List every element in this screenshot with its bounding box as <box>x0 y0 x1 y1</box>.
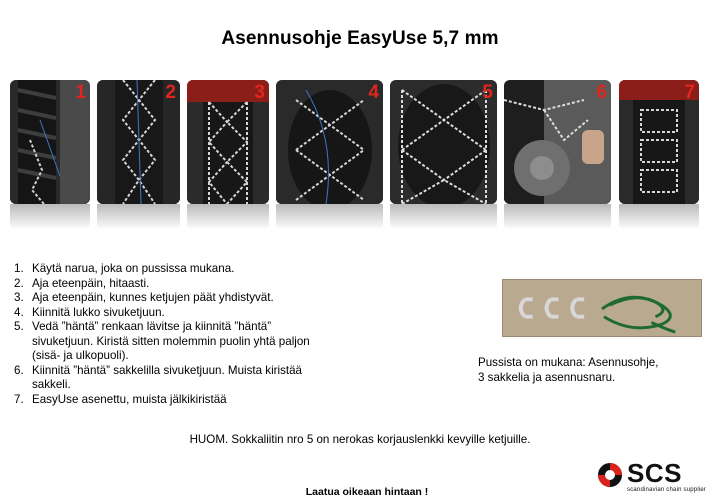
note-text: HUOM. Sokkaliitin nro 5 on nerokas korjauslenkki kevyille ketjuille. <box>189 433 531 446</box>
list-item: 3. Aja eteenpäin, kunnes ketjujen päät yhdistyvät. <box>14 291 274 304</box>
list-item: 7. EasyUse asenettu, muista jälkikiristää <box>14 392 227 406</box>
installation-photo-5 <box>390 80 497 204</box>
step-number-label: 7 <box>684 82 695 103</box>
kit-contents-photo <box>502 279 702 337</box>
photo-reflection <box>187 204 269 230</box>
list-item: 6. Kiinnitä ”häntä” sakkelilla sivuketjuun. Muista kiristää sakkeli. <box>14 363 302 391</box>
installation-photo-7 <box>619 80 699 204</box>
list-item: 5. Vedä ”häntä” renkaan lävitse ja kiinnitä ”häntä” sivuketjuun. Kiristä sitten molemmin puolin yhtä paljon (sisä- ja ulkopuoli). <box>14 320 310 362</box>
list-item: 2. Aja eteenpäin, hitaasti. <box>14 276 150 290</box>
shackles-and-rope-illustration <box>503 280 701 336</box>
step-number-label: 5 <box>482 82 493 103</box>
installation-photo-2 <box>97 80 180 204</box>
footer-slogan: Laatua oikeaan hintaan ! <box>305 486 429 498</box>
installation-photo-4 <box>276 80 383 204</box>
kit-contents-caption: Pussista on mukana: Asennusohje, 3 sakkelia ja asennusnaru. <box>478 356 659 384</box>
photo-reflection <box>504 204 611 230</box>
tire-chain-illustration <box>390 80 497 204</box>
tire-chain-illustration <box>276 80 383 204</box>
step-number-label: 6 <box>596 82 607 103</box>
step-number-label: 4 <box>368 82 379 103</box>
photo-reflection <box>10 204 90 230</box>
installation-photo-1 <box>10 80 90 204</box>
logo-tagline: scandinavian chain supplier <box>627 487 707 493</box>
photo-reflection <box>390 204 497 230</box>
step-number-label: 1 <box>75 82 86 103</box>
page-title: Asennusohje EasyUse 5,7 mm <box>221 28 499 49</box>
tire-chain-illustration <box>504 80 611 204</box>
installation-steps-list <box>14 262 319 407</box>
list-item: 1. Käytä narua, joka on pussissa mukana. <box>14 262 235 275</box>
photo-reflection <box>276 204 383 230</box>
logo-wordmark: SCS <box>627 458 682 488</box>
scs-logo-icon <box>597 462 623 488</box>
photo-reflection <box>97 204 180 230</box>
step-number-label: 3 <box>254 82 265 103</box>
step-number-label: 2 <box>165 82 176 103</box>
installation-photo-3 <box>187 80 269 204</box>
installation-photo-6 <box>504 80 611 204</box>
photo-reflection <box>619 204 699 230</box>
list-item: 4. Kiinnitä lukko sivuketjuun. <box>14 305 165 319</box>
